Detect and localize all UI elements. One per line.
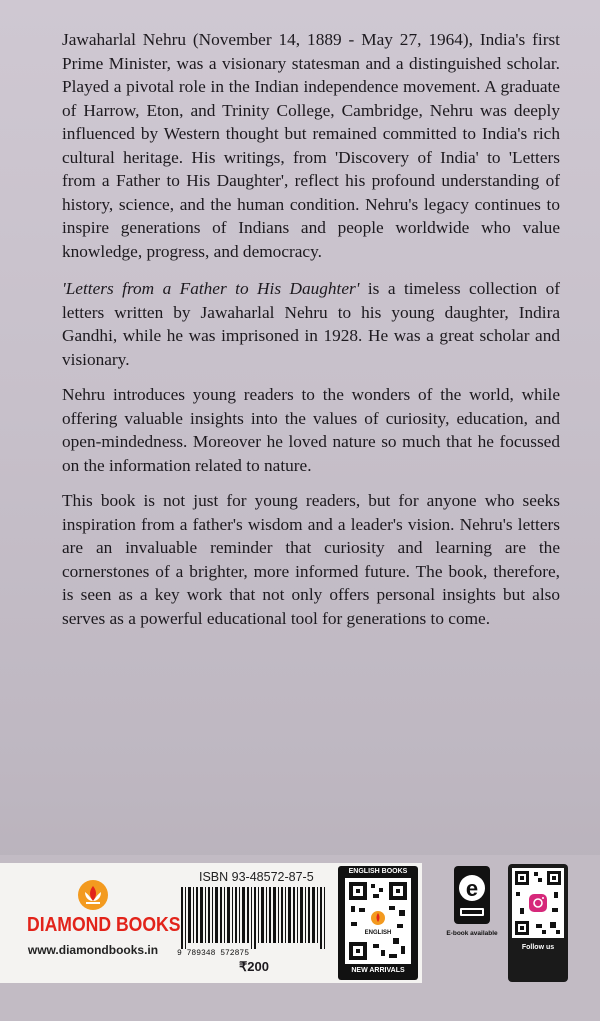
price-label: ₹200 bbox=[239, 959, 269, 974]
publisher-brand: DIAMOND BOOKS bbox=[27, 914, 181, 936]
english-books-qr[interactable] bbox=[338, 866, 418, 980]
qr-code-icon bbox=[345, 878, 411, 964]
qr-center-label: ENGLISH bbox=[364, 930, 392, 936]
book-para-3: This book is not just for young readers, but for anyone who seeks inspiration from a father's wisdom and a leader's vision. Nehru's letters are an invaluable reminder that curiosity and learning are the cornerstones of a brighter, more informed future. The book, therefore, is seen as a key work that not only offers personal insights but also serves as a powerful educational tool for generations to come. bbox=[62, 491, 560, 628]
author-bio: Jawaharlal Nehru (November 14, 1889 - May 27, 1964), India's first Prime Minister, was a visionary statesman and a distinguished scholar. Played a pivotal role in the Indian independence movement. A graduate of Harrow, Eton, and Trinity College, Cambridge, Nehru was deeply influenced by Western thought but remained committed to India's rich cultural heritage. His writings, from 'Discovery of India' to 'Letters from a Father to His Daughter', reflect his profound understanding of history, science, and the human condition. Nehru's legacy continues to inspire generations of Indians and people worldwide who value knowledge, progress, and democracy. bbox=[62, 30, 560, 261]
ebook-badge[interactable] bbox=[444, 866, 500, 984]
qr-top-label: ENGLISH BOOKS bbox=[348, 868, 408, 875]
publisher-url[interactable]: www.diamondbooks.in bbox=[27, 943, 159, 957]
back-cover-text bbox=[62, 28, 560, 642]
book-para-2: Nehru introduces young readers to the wonders of the world, while offering valuable insights into the values of curiosity, education, and open-mindedness. Moreover he loved nature so much that he focussed on the information related to nature. bbox=[62, 385, 560, 475]
ebook-icon bbox=[454, 866, 490, 924]
barcode-digits: 9 789348 572875 bbox=[177, 949, 250, 957]
book-intro-rest: is a timeless collection of letters written by Jawaharlal Nehru to his young daughter, Indira Gandhi, while he was imprisoned in 1928. He was a great scholar and visionary. bbox=[62, 279, 561, 369]
follow-qr-code bbox=[512, 868, 564, 938]
instagram-icon bbox=[529, 894, 547, 912]
book-intro bbox=[62, 277, 560, 371]
follow-us-qr[interactable] bbox=[508, 864, 568, 982]
barcode-area bbox=[173, 870, 335, 980]
lotus-logo-icon bbox=[78, 880, 108, 910]
ebook-label: E-book available bbox=[446, 930, 498, 937]
publisher-logo bbox=[18, 880, 181, 980]
ebook-letter: e bbox=[465, 876, 479, 901]
book-title-italic: 'Letters from a Father to His Daughter' bbox=[62, 279, 360, 298]
barcode-graphic bbox=[173, 887, 335, 957]
follow-label: Follow us bbox=[521, 944, 555, 951]
qr-bottom-label: NEW ARRIVALS bbox=[351, 967, 405, 974]
isbn-label: ISBN 93-48572-87-5 bbox=[199, 870, 314, 884]
